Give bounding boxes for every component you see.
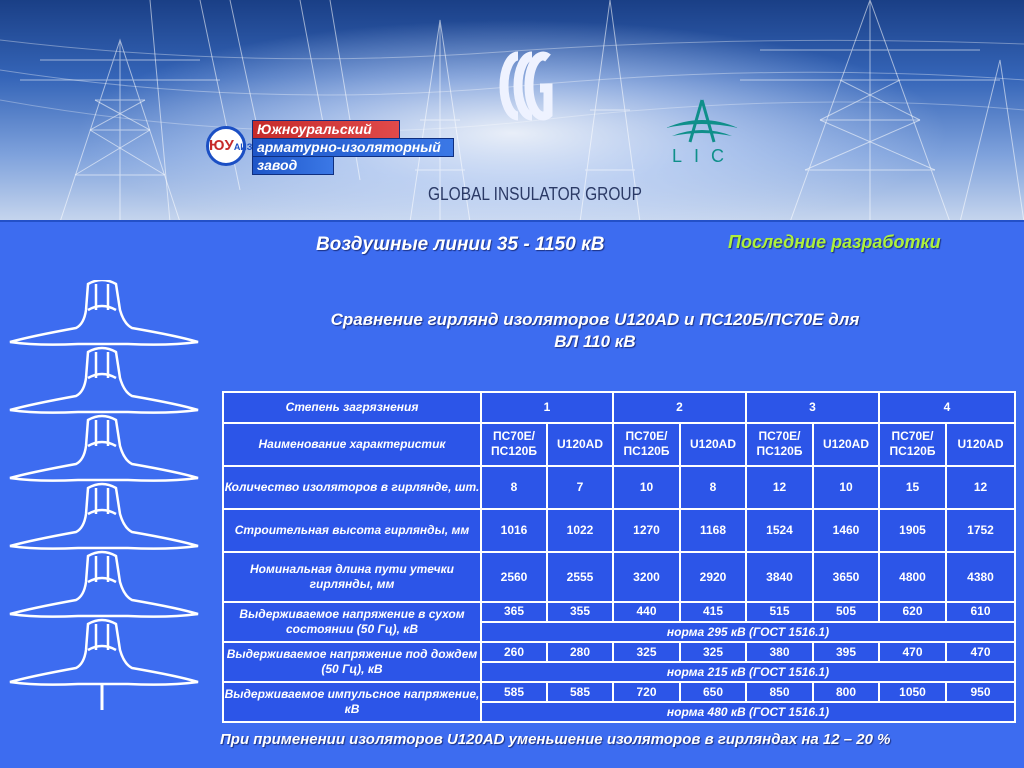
table-cell: 12 (746, 466, 813, 509)
table-row (223, 682, 1015, 703)
table-cell: 1905 (879, 509, 946, 552)
row-label: Количество изоляторов в гирлянде, шт. (223, 466, 481, 509)
subtitle-line-1: Сравнение гирлянд изоляторов U120AD и ПС120Б/ПС70Е для (330, 310, 860, 329)
company-name-line-2: арматурно-изоляторный (252, 138, 454, 157)
insulator-type: ПС70Е/ ПС120Б (879, 423, 946, 466)
banner-divider (0, 220, 1024, 222)
table-cell: 585 (481, 682, 547, 703)
table-cell: 395 (813, 642, 879, 663)
section-label: Последние разработки (728, 232, 941, 252)
table-cell: 850 (746, 682, 813, 703)
table-cell: 610 (946, 602, 1015, 623)
table-cell: 2555 (547, 552, 613, 601)
pollution-level: 2 (613, 392, 746, 423)
table-cell: 3200 (613, 552, 680, 601)
table-cell: 2560 (481, 552, 547, 601)
table-cell: 1524 (746, 509, 813, 552)
table-cell: 15 (879, 466, 946, 509)
pollution-level: 3 (746, 392, 879, 423)
table-cell: 720 (613, 682, 680, 703)
page-title: Воздушные линии 35 - 1150 кВ (316, 234, 605, 255)
table-cell: 3840 (746, 552, 813, 601)
ggg-logo (498, 46, 556, 126)
pollution-level: 4 (879, 392, 1015, 423)
table-cell: 10 (613, 466, 680, 509)
table-cell: 440 (613, 602, 680, 623)
pollution-row (223, 392, 1015, 423)
company-badge (206, 126, 253, 166)
table-cell: 415 (680, 602, 746, 623)
table-cell: 585 (547, 682, 613, 703)
insulator-type: U120AD (813, 423, 879, 466)
group-name: GLOBAL INSULATOR GROUP (428, 184, 642, 204)
table-row (223, 602, 1015, 623)
insulator-disc (10, 552, 198, 617)
subtitle-line-2: ВЛ 110 кВ (554, 332, 636, 351)
table-cell: 380 (746, 642, 813, 663)
row-label: Выдерживаемое импульсное напряжение, кВ (223, 682, 481, 722)
company-badge-text: ЮУ (209, 137, 234, 154)
company-badge-subtext: АИЗ (233, 142, 253, 152)
header-banner (0, 0, 1024, 222)
norm-note: норма 480 кВ (ГОСТ 1516.1) (481, 702, 1015, 722)
table-cell: 7 (547, 466, 613, 509)
table-cell: 4380 (946, 552, 1015, 601)
insulator-disc (10, 416, 198, 481)
table-cell: 1460 (813, 509, 879, 552)
insulator-type: ПС70Е/ ПС120Б (613, 423, 680, 466)
table-cell: 505 (813, 602, 879, 623)
table-cell: 8 (481, 466, 547, 509)
table-cell: 355 (547, 602, 613, 623)
insulator-disc (10, 484, 198, 549)
table-cell: 1022 (547, 509, 613, 552)
table-cell: 12 (946, 466, 1015, 509)
table-cell: 950 (946, 682, 1015, 703)
table-cell: 1752 (946, 509, 1015, 552)
table-cell: 1016 (481, 509, 547, 552)
row-label: Строительная высота гирлянды, мм (223, 509, 481, 552)
table-cell: 8 (680, 466, 746, 509)
company-logo (206, 116, 456, 172)
name-label: Наименование характеристик (223, 423, 481, 466)
row-label: Выдерживаемое напряжение под дождем (50 Гц), кВ (223, 642, 481, 682)
table-row (223, 552, 1015, 601)
table-cell: 800 (813, 682, 879, 703)
insulator-disc (10, 348, 198, 413)
table-subtitle (270, 309, 920, 353)
row-label: Выдерживаемое напряжение в сухом состоянии (50 Гц), кВ (223, 602, 481, 642)
table-cell: 1168 (680, 509, 746, 552)
insulator-type: ПС70Е/ ПС120Б (481, 423, 547, 466)
table-cell: 650 (680, 682, 746, 703)
pollution-label: Степень загрязнения (223, 392, 481, 423)
table-row (223, 642, 1015, 663)
insulator-type: U120AD (946, 423, 1015, 466)
insulator-disc (10, 280, 198, 345)
table-cell: 3650 (813, 552, 879, 601)
type-row (223, 423, 1015, 466)
insulator-type: ПС70Е/ ПС120Б (746, 423, 813, 466)
insulator-type: U120AD (547, 423, 613, 466)
company-name-line-3: завод (252, 156, 334, 175)
comparison-table (222, 391, 1016, 723)
table-row (223, 466, 1015, 509)
insulator-string-illustration (8, 280, 208, 720)
table-cell: 4800 (879, 552, 946, 601)
table-cell: 1270 (613, 509, 680, 552)
norm-note: норма 295 кВ (ГОСТ 1516.1) (481, 622, 1015, 642)
table-cell: 1050 (879, 682, 946, 703)
lic-text: LIC (671, 146, 736, 166)
norm-note: норма 215 кВ (ГОСТ 1516.1) (481, 662, 1015, 682)
insulator-disc (10, 620, 198, 685)
company-name-line-1: Южноуральский (252, 120, 400, 139)
table-cell: 260 (481, 642, 547, 663)
footer-note: При применении изоляторов U120AD уменьшение изоляторов в гирляндах на 12 – 20 % (220, 731, 891, 748)
row-label: Номинальная длина пути утечки гирлянды, мм (223, 552, 481, 601)
table-cell: 515 (746, 602, 813, 623)
insulator-type: U120AD (680, 423, 746, 466)
pollution-level: 1 (481, 392, 613, 423)
table-cell: 470 (946, 642, 1015, 663)
table-row (223, 509, 1015, 552)
table-cell: 325 (680, 642, 746, 663)
table-cell: 470 (879, 642, 946, 663)
table-cell: 10 (813, 466, 879, 509)
table-cell: 280 (547, 642, 613, 663)
table-cell: 365 (481, 602, 547, 623)
table-cell: 620 (879, 602, 946, 623)
table-cell: 2920 (680, 552, 746, 601)
table-cell: 325 (613, 642, 680, 663)
